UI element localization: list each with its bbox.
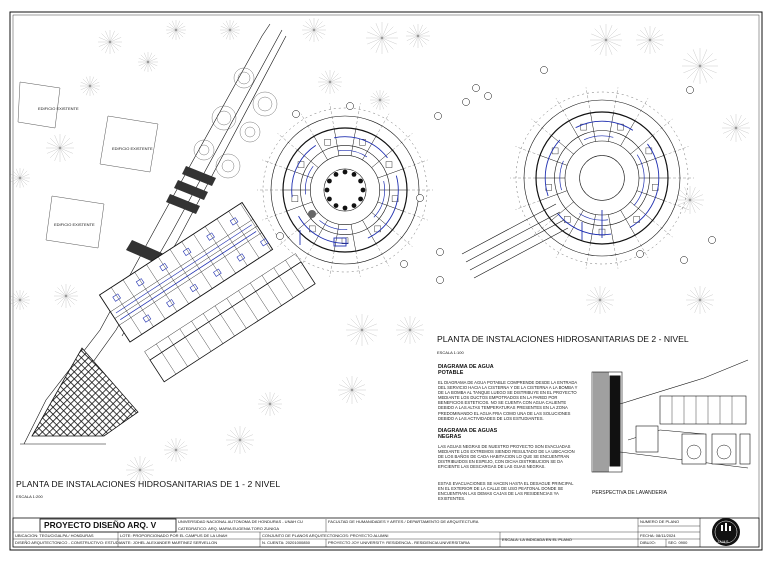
sec-cell: SEC: 0900	[668, 540, 688, 545]
negras-heading-line1: DIAGRAMA DE AGUAS	[438, 428, 498, 434]
logo-text: JAMS	[717, 540, 729, 544]
negras-heading-line2: NEGRAS	[438, 434, 462, 440]
potable-heading	[438, 364, 494, 376]
hatched-plaza	[32, 348, 138, 436]
tree-symbol	[346, 314, 378, 346]
round-building-left	[257, 103, 433, 276]
tree-symbol	[722, 114, 750, 142]
tree-symbol	[366, 22, 398, 54]
plan-left-scale: ESCALA 1:200	[16, 494, 43, 499]
tree-symbol	[80, 76, 100, 96]
lot-cell: LOTE: PROPORCIONADO POR EL CAMPUS DE LA UNAH	[120, 533, 228, 538]
tree-symbol	[302, 18, 326, 42]
plan-right-scale: ESCALA 1:100	[437, 350, 464, 355]
residence-block	[100, 202, 273, 342]
negras-heading	[438, 428, 497, 440]
tree-symbol	[636, 26, 664, 54]
existing-building-label: EDIFICIO EXISTENTE	[38, 106, 79, 111]
tree-symbol	[46, 134, 74, 162]
faculty-cell: FACULTAD DE HUMANIDADES Y ARTES / DEPARTAMENTO DE ARQUITECTURA	[328, 519, 479, 524]
scale-note-cell: ESCALA: LA INDICADA EN EL PLANO	[502, 537, 572, 542]
design-cell: DISEÑO ARQUITECTONICO - CONSTRUCTIVO: ESTUDIANTE: JOHEL ALEXANDER MARTINEZ SERVELLON	[15, 540, 218, 545]
tree-symbol	[164, 438, 188, 462]
account-cell: N. CUENTA: 20201000850	[262, 540, 310, 545]
project-name-cell: PROYECTO JOY UNIVERSITY: RESIDENCIA - RESIDENCIA UNIVERSITARIA	[328, 540, 470, 545]
potable-heading-line1: DIAGRAMA DE AGUA	[438, 364, 494, 370]
planter-circles	[194, 68, 277, 178]
plan-left-title: PLANTA DE INSTALACIONES HIDROSANITARIAS DE 1 - 2 NIVEL	[16, 479, 281, 489]
tree-symbol	[318, 70, 342, 94]
potable-heading-line2: POTABLE	[438, 370, 464, 376]
laundry-perspective	[592, 360, 750, 472]
perspective-label: PERSPECTIVA DE LAVANDERIA	[592, 490, 668, 496]
drawn-cell: DIBUJO:	[640, 540, 656, 545]
tree-symbol	[98, 30, 122, 54]
tree-symbol	[586, 286, 614, 314]
location-cell: UBICACION: TEGUCIGALPA / HONDURAS	[15, 533, 94, 538]
tree-symbol	[220, 20, 240, 40]
tree-symbol	[590, 24, 622, 56]
tree-symbol	[54, 284, 78, 308]
negras-description-2: ESTAS EVACUACIONES SE HACEN HASTA EL DESAGUE PRINCIPAL EN EL EXTERIOR DE LA CALLE DE USO PEATONAL DONDE SE ENCUENTRAN LAS DEMAS CAJAS DE LAS RESIDENCIAS YA EXISTENTES.	[438, 481, 574, 502]
existing-building-label: EDIFICIO EXISTENTE	[54, 222, 95, 227]
tree-symbol	[10, 290, 30, 310]
tree-symbol	[10, 168, 30, 188]
potable-description: EL DIAGRAMA DE AGUA POTABLE COMPRENDE DESDE LA ENTRADA DEL SERVICIO HACIA LA CISTERNA Y DE LA CISTERNA A LA BOMBA Y DE LA BOMBA AL TANQUE LUEGO SE DISTRIBUYE EN EL PROYECTO MEDIANTE LOS DUCTOS EMPOTRADOS EN LA PARED POR BENEFICIOS ESTETICOS. NO SE CUENTA CON AGUA CALIENTE DEBIDO A LAS ALTAS TEMPERATURAS PRESENTES EN LA ZONA PREDOMINANDO EL AGUA FRIA COMO UNA DE LAS SOLUCIONES DEBIDO A LAS ACTIVIDADES DE LOS ESTUDIANTES.	[438, 380, 578, 421]
project-title: PROYECTO DISEÑO ARQ. V	[44, 520, 157, 530]
tree-symbol	[226, 426, 254, 454]
tree-symbol	[138, 52, 158, 72]
negras-description: LAS AGUAS NEGRAS DE NUESTRO PROYECTO SON EVACUADAS MEDIANTE LOS EXTREMOS SIENDO RESULTADO DE LA UBICACION DE LOS BAÑOS DE CADA HABITACION LO QUE SE ENCUENTRAN DISTRIBUIDOS EN ESPEJO, CON DICHA DISTRIBUCION SE DA EFICIENTE LAS DESCARGAS DE LAS GUAS NEGRAS.	[438, 444, 575, 470]
round-building-right	[510, 87, 694, 268]
tree-symbol	[338, 376, 366, 404]
tree-symbol	[258, 392, 282, 416]
tree-symbol	[682, 48, 718, 84]
tree-symbol	[676, 186, 704, 214]
tree-symbol	[396, 316, 424, 344]
existing-building-label: EDIFICIO EXISTENTE	[112, 146, 153, 151]
advisor-cell: CATEDRATICO: ARQ. MARIA EUGENIA TORO ZUNIGA	[178, 526, 280, 531]
sheet-number-cell: NUMERO DE PLANO	[640, 519, 680, 524]
university-cell: UNIVERSIDAD NACIONAL AUTONOMA DE HONDURAS - UNAH CU	[178, 519, 303, 524]
plan-right-title: PLANTA DE INSTALACIONES HIDROSANITARIAS DE 2 - NIVEL	[437, 334, 689, 344]
tree-symbol	[686, 286, 714, 314]
tree-symbol	[166, 20, 186, 40]
tree-symbol	[370, 90, 390, 110]
set-cell: CONJUNTO DE PLANOS ARQUITECTONICOS: PROYECTO ALUMNI	[262, 533, 389, 538]
date-cell: FECHA: 08/11/2024	[640, 533, 676, 538]
tree-symbol	[406, 24, 430, 48]
